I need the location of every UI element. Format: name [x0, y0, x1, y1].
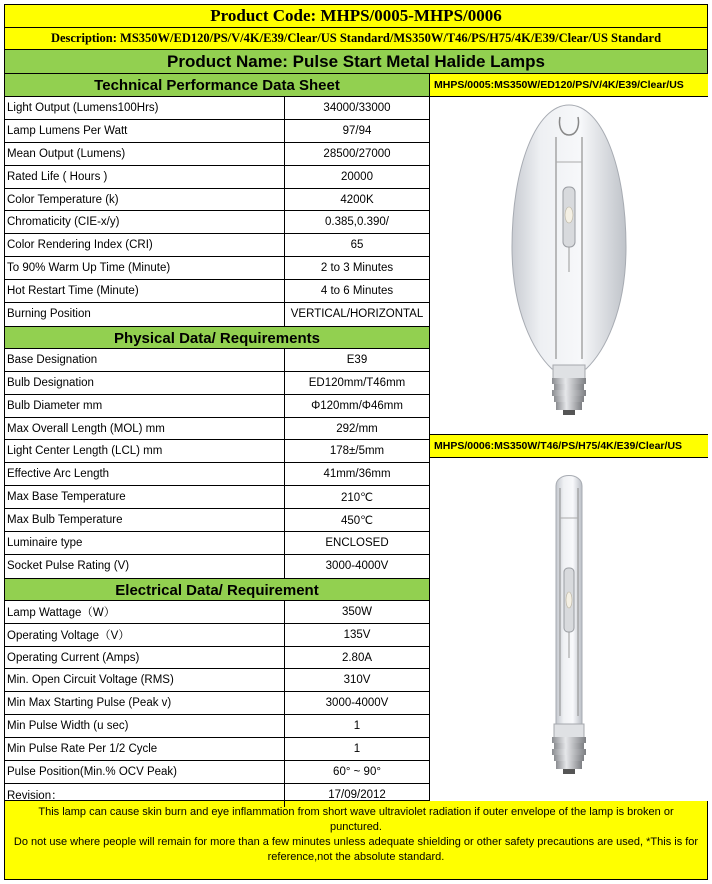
spec-value: 65 [350, 239, 364, 252]
section-electrical: Electrical Data/ Requirement [5, 578, 429, 601]
spec-row [5, 532, 429, 555]
spec-table [5, 74, 429, 807]
product-name: Product Name: Pulse Start Metal Halide Lamps [5, 50, 707, 74]
spec-row [5, 166, 429, 189]
spec-value: 178±/5mm [329, 445, 385, 458]
spec-row [5, 761, 429, 784]
spec-label: Mean Output (Lumens) [5, 143, 285, 165]
spec-value: 2.80A [341, 651, 373, 664]
spec-label: Max Base Temperature [5, 486, 285, 508]
spec-row [5, 509, 429, 532]
warning-line-2: Do not use where people will remain for more than a few minutes unless adequate shielding or other safety precautions are used, *This is for reference,not the absolute standard. [13, 836, 699, 863]
spec-label: Revision： [5, 784, 285, 807]
spec-label: Socket Pulse Rating (V) [5, 555, 285, 578]
safety-warning [5, 801, 707, 879]
spec-value: ED120mm/T46mm [308, 376, 406, 389]
spec-row [5, 257, 429, 280]
spec-label: To 90% Warm Up Time (Minute) [5, 257, 285, 279]
electrical-rows [5, 601, 429, 807]
spec-row [5, 418, 429, 441]
spec-label: Pulse Position(Min.% OCV Peak) [5, 761, 285, 783]
spec-row [5, 280, 429, 303]
spec-value: ENCLOSED [325, 536, 389, 549]
spec-row [5, 692, 429, 715]
spec-label: Light Output (Lumens100Hrs) [5, 97, 285, 119]
spec-row [5, 372, 429, 395]
spec-value: 4 to 6 Minutes [320, 285, 394, 298]
spec-row [5, 486, 429, 509]
spec-value: 97/94 [342, 124, 372, 137]
spec-row [5, 601, 429, 624]
technical-rows [5, 97, 429, 326]
product-code: Product Code: MHPS/0005-MHPS/0006 [5, 5, 707, 28]
section-physical: Physical Data/ Requirements [5, 326, 429, 349]
physical-rows [5, 349, 429, 578]
spec-label: Hot Restart Time (Minute) [5, 280, 285, 302]
spec-label: Color Temperature (k) [5, 189, 285, 211]
spec-row [5, 303, 429, 326]
spec-row [5, 440, 429, 463]
lamp-1-title: MHPS/0005:MS350W/ED120/PS/V/4K/E39/Clear/US [430, 74, 708, 97]
spec-row [5, 349, 429, 372]
spec-value: 3000-4000V [325, 560, 389, 573]
spec-value: 350W [341, 605, 373, 618]
spec-label: Color Rendering Index (CRI) [5, 234, 285, 256]
spec-label: Bulb Diameter mm [5, 395, 285, 417]
spec-label: Chromaticity (CIE-x/y) [5, 211, 285, 233]
spec-value: 310V [343, 674, 371, 687]
spec-value: 41mm/36mm [323, 468, 391, 481]
spec-row [5, 624, 429, 647]
spec-row [5, 738, 429, 761]
spec-label: Luminaire type [5, 532, 285, 554]
spec-value: 20000 [341, 170, 373, 183]
spec-value: 0.385,0.390/ [325, 216, 389, 229]
spec-value: 210℃ [340, 492, 374, 505]
spec-label: Min Pulse Rate Per 1/2 Cycle [5, 738, 285, 760]
spec-value: VERTICAL/HORIZONTAL [290, 308, 424, 321]
spec-label: Min. Open Circuit Voltage (RMS) [5, 669, 285, 691]
lamp-images-panel [429, 74, 708, 801]
spec-value: 34000/33000 [323, 101, 391, 114]
section-technical: Technical Performance Data Sheet [5, 74, 429, 97]
spec-label: Operating Current (Amps) [5, 647, 285, 669]
spec-row [5, 143, 429, 166]
spec-row [5, 669, 429, 692]
spec-label: Bulb Designation [5, 372, 285, 394]
description: Description: MS350W/ED120/PS/V/4K/E39/Clear/US Standard/MS350W/T46/PS/H75/4K/E39/Clear/US Standard [5, 28, 707, 50]
spec-label: Max Bulb Temperature [5, 509, 285, 531]
spec-value: 292/mm [336, 422, 378, 435]
spec-label: Effective Arc Length [5, 463, 285, 485]
spec-label: Base Designation [5, 349, 285, 371]
spec-body [5, 74, 707, 801]
spec-value: 3000-4000V [325, 697, 389, 710]
spec-row [5, 463, 429, 486]
spec-row [5, 211, 429, 234]
spec-row [5, 395, 429, 418]
t46-lamp-image [430, 458, 708, 801]
spec-row [5, 234, 429, 257]
spec-row [5, 97, 429, 120]
spec-value: 4200K [340, 193, 374, 206]
spec-value: 17/09/2012 [328, 789, 386, 802]
spec-value: 1 [353, 743, 361, 756]
spec-label: Lamp Wattage（W） [5, 601, 285, 623]
ed120-lamp-image [430, 97, 708, 435]
datasheet [4, 4, 708, 880]
lamp-2-image-box [430, 458, 708, 801]
spec-row [5, 555, 429, 578]
lamp-2-title: MHPS/0006:MS350W/T46/PS/H75/4K/E39/Clear/US [430, 435, 708, 458]
spec-label: Max Overall Length (MOL) mm [5, 418, 285, 440]
spec-value: 60° ~ 90° [333, 765, 381, 778]
lamp-1-image-box [430, 97, 708, 435]
spec-label: Min Pulse Width (u sec) [5, 715, 285, 737]
warning-line-1: This lamp can cause skin burn and eye inflammation from short wave ultraviolet radiation if outer envelope of the lamp is broken or punctured. [38, 806, 674, 833]
spec-row [5, 189, 429, 212]
spec-value: 1 [353, 720, 361, 733]
spec-label: Lamp Lumens Per Watt [5, 120, 285, 142]
spec-label: Rated Life ( Hours ) [5, 166, 285, 188]
spec-value: 28500/27000 [323, 147, 391, 160]
spec-row [5, 784, 429, 807]
spec-label: Light Center Length (LCL) mm [5, 440, 285, 462]
spec-label: Burning Position [5, 303, 285, 326]
spec-value: 2 to 3 Minutes [320, 262, 394, 275]
spec-row [5, 120, 429, 143]
spec-row [5, 715, 429, 738]
spec-row [5, 647, 429, 670]
spec-label: Min Max Starting Pulse (Peak v) [5, 692, 285, 714]
spec-value: Φ120mm/Φ46mm [311, 399, 403, 412]
spec-label: Operating Voltage（V） [5, 624, 285, 646]
spec-value: E39 [346, 353, 368, 366]
spec-value: 135V [343, 628, 371, 641]
spec-value: 450℃ [340, 515, 374, 528]
